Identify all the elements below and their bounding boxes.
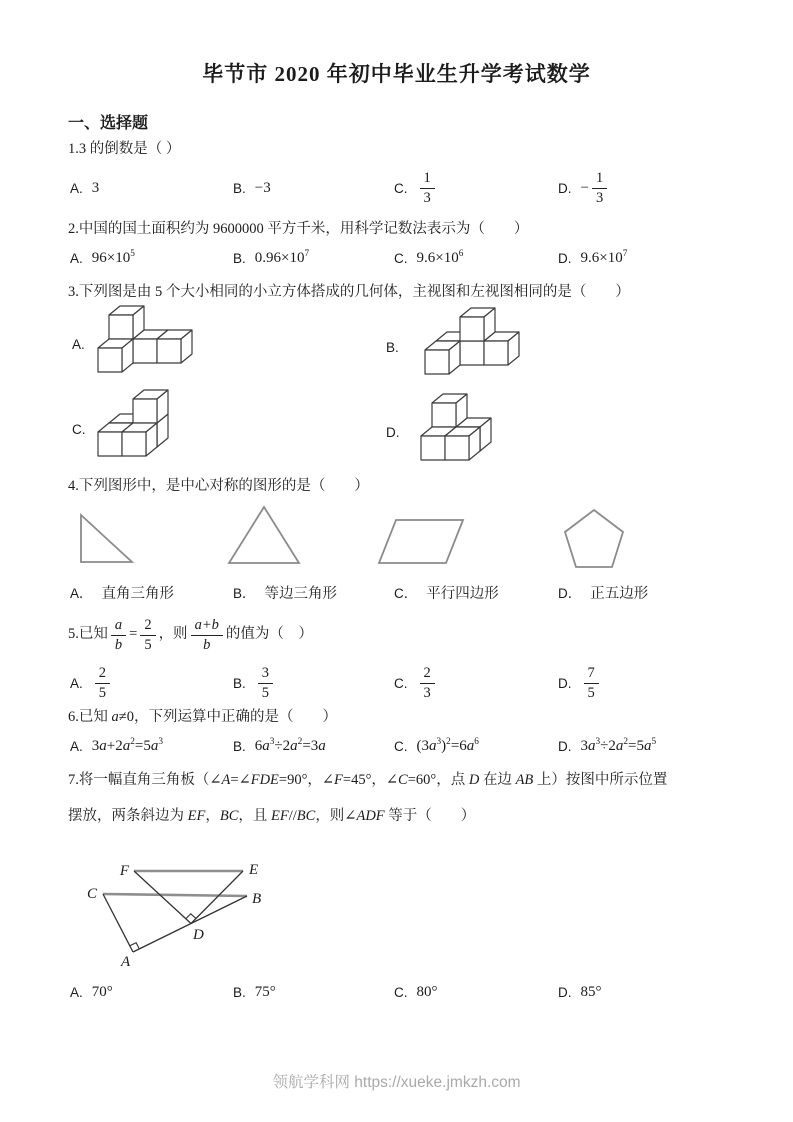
q3-stem: 3.下列图是由 5 个大小相同的小立方体搭成的几何体，主视图和左视图相同的是（ ） [68, 284, 630, 300]
q3-figure-d-label: D. [386, 425, 400, 440]
option-label: B. [233, 984, 246, 1000]
q7-option-b [233, 981, 276, 1003]
right-triangle-shape [77, 510, 135, 566]
fraction: $\frac{1}{3}$ [420, 170, 435, 205]
option-text: 直角三角形 [101, 585, 175, 602]
q5-options [68, 660, 740, 706]
q6-options [68, 732, 740, 760]
option-label: D． [558, 586, 582, 601]
option-math: $9.6\times 10^6$ [416, 248, 464, 266]
q2-option-c [394, 246, 463, 270]
q1-option-d [558, 165, 610, 211]
option-label: D. [558, 180, 572, 196]
q7-stem-line1: 7.将一幅直角三角板（∠A=∠FDE=90°，∠F=45°，∠C=60°，点 D 在边 AB 上）按图中所示位置 [68, 772, 668, 788]
option-text: 80° [416, 983, 438, 1000]
option-math: $9.6\times 10^7$ [580, 248, 628, 266]
q6-option-c [394, 732, 479, 760]
option-math: $0.96\times 10^7$ [254, 248, 310, 266]
q5-stem-suffix: 的值为（ ） [225, 626, 313, 643]
q3-figure-a-label: A. [72, 337, 85, 352]
option-math: $6a^3\div 2a^2=3a$ [254, 736, 326, 754]
parallelogram-shape [376, 517, 466, 567]
line-AB [133, 896, 247, 952]
q6-stem: 6.已知 a≠0，下列运算中正确的是（ ） [68, 709, 337, 725]
option-label: B. [233, 180, 246, 196]
option-text: 正五边形 [590, 585, 649, 602]
q7-stem-line2: 摆放，两条斜边为 EF，BC，且 EF//BC，则∠ADF 等于（ ） [68, 808, 476, 824]
option-label: C． [394, 586, 418, 601]
option-math: $(3a^3)^2=6a^6$ [416, 736, 479, 754]
q2-options [68, 246, 740, 270]
line-FD [134, 871, 191, 924]
option-label: C. [394, 180, 408, 196]
q7-option-c [394, 981, 438, 1003]
option-text: 85° [580, 983, 602, 1000]
q2-option-b [233, 246, 309, 270]
option-text: 70° [91, 983, 113, 1000]
q7-geometry-figure [85, 846, 325, 974]
option-text: 75° [254, 983, 276, 1000]
vertex-label-F: F [119, 863, 129, 879]
q5-option-d [558, 660, 602, 706]
line-CB [103, 894, 247, 896]
option-math: $96\times 10^5$ [91, 248, 135, 266]
q5-stem-middle: ，则 [158, 626, 188, 643]
option-label: A. [70, 984, 83, 1000]
option-label: D. [558, 738, 572, 754]
watermark-footer: 领航学科网 https://xueke.jmkzh.com [272, 1074, 521, 1091]
option-math: $3a+2a^2=5a^3$ [91, 736, 164, 754]
option-label: C. [394, 250, 408, 266]
q6-option-d [558, 732, 656, 760]
q4-option-d [558, 582, 648, 602]
q4-option-c [394, 582, 499, 602]
regular-pentagon-shape [561, 507, 627, 571]
q1-option-a [70, 165, 99, 211]
q2-option-a [70, 246, 135, 270]
q3-figure-b-label: B. [386, 340, 399, 355]
q7-options [68, 981, 740, 1003]
vertex-label-A: A [121, 954, 131, 970]
option-label: C. [394, 738, 408, 754]
q3-figure-c-cubes [95, 387, 171, 464]
right-angle-mark-D [186, 914, 196, 919]
q7-option-a [70, 981, 113, 1003]
vertex-label-B: B [252, 891, 262, 907]
q1-options [68, 165, 740, 211]
fraction: $\frac{2}{3}$ [420, 665, 435, 700]
option-label: B. [233, 738, 246, 754]
q5-option-a [70, 660, 113, 706]
option-label: C. [394, 984, 408, 1000]
fraction: $\frac{2}{5}$ [95, 665, 110, 700]
q2-option-d [558, 246, 627, 270]
q4-options [68, 582, 740, 602]
q6-option-b [233, 732, 326, 760]
option-text: 3 [91, 179, 100, 196]
fraction-apb-b: $\frac{a+b}{b}$ [191, 617, 223, 652]
q7-option-d [558, 981, 602, 1003]
option-math: $3a^3\div 2a^2=5a^5$ [580, 736, 657, 754]
fraction-a-b: $\frac{a}{b}$ [111, 617, 126, 652]
q5-option-b [233, 660, 276, 706]
option-label: A． [70, 586, 93, 601]
option-text: 平行四边形 [426, 585, 499, 602]
fraction: $\frac{7}{5}$ [584, 665, 599, 700]
page-title: 毕节市 2020 年初中毕业生升学考试数学 [202, 62, 591, 86]
option-label: B. [233, 250, 246, 266]
q3-figure-c-label: C. [72, 422, 86, 437]
option-label: B. [233, 675, 246, 691]
q3-figure-b-cubes [422, 305, 522, 382]
vertex-label-D: D [193, 927, 204, 943]
equilateral-triangle-shape [226, 504, 302, 566]
q2-stem: 2.中国的国土面积约为 9600000 平方千米，用科学记数法表示为（ ） [68, 221, 529, 237]
q6-option-a [70, 732, 163, 760]
line-ED [191, 871, 243, 924]
vertex-label-E: E [249, 862, 259, 878]
option-label: A. [70, 675, 83, 691]
q1-option-c [394, 165, 438, 211]
line-CA [103, 894, 133, 952]
equals-sign: = [129, 626, 138, 643]
q5-stem [68, 612, 733, 658]
q5-option-c [394, 660, 438, 706]
q5-stem-prefix: 5.已知 [68, 626, 108, 643]
option-label: A. [70, 180, 83, 196]
option-label: B． [233, 586, 256, 601]
option-label: C. [394, 675, 408, 691]
option-label: A. [70, 250, 83, 266]
option-label: D. [558, 250, 572, 266]
fraction-2-5: $\frac{2}{5}$ [140, 617, 155, 652]
option-text: −3 [254, 179, 271, 196]
q3-figure-a-cubes [95, 303, 195, 380]
q1-option-b [233, 165, 271, 211]
section-heading: 一、选择题 [68, 115, 149, 132]
option-label: D. [558, 984, 572, 1000]
option-text: 等边三角形 [264, 585, 338, 602]
q4-option-a [70, 582, 174, 602]
fraction: $\frac{1}{3}$ [592, 170, 607, 205]
minus-sign: − [580, 179, 589, 196]
q4-stem: 4.下列图形中，是中心对称的图形的是（ ） [68, 478, 369, 494]
option-label: A. [70, 738, 83, 754]
option-label: D. [558, 675, 572, 691]
q4-option-b [233, 582, 337, 602]
vertex-label-C: C [86, 886, 97, 902]
fraction: $\frac{3}{5}$ [258, 665, 273, 700]
q1-stem: 1.3 的倒数是（ ） [68, 141, 181, 157]
q3-figure-d-cubes [418, 391, 494, 468]
